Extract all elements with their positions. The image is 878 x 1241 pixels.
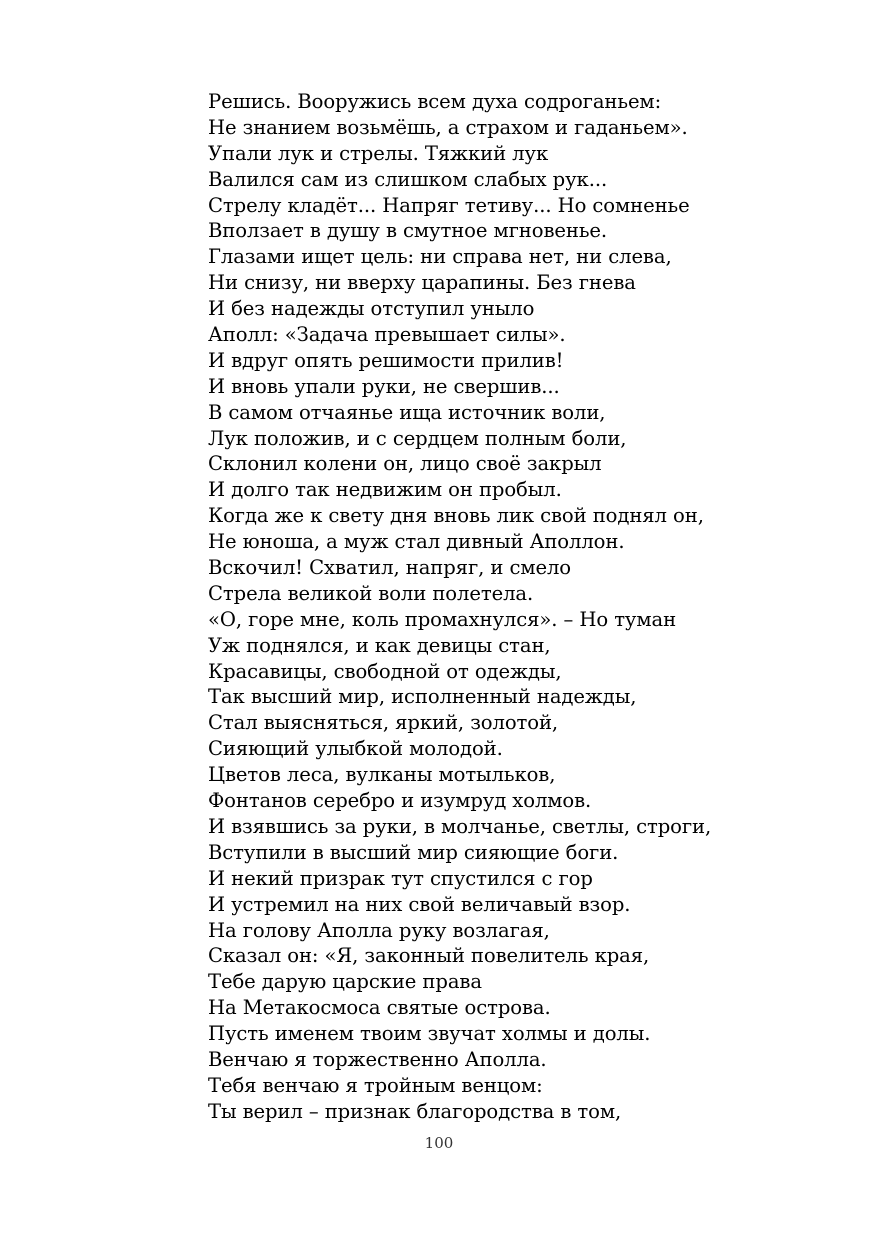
poem-line: Тебя венчаю я тройным венцом: <box>208 1073 543 1097</box>
poem-line: Вскочил! Схватил, напряг, и смело <box>208 556 572 580</box>
poem-line: И взявшись за руки, в молчанье, светлы, строги, <box>208 814 712 838</box>
poem-line: Валился сам из слишком слабых рук... <box>208 167 608 191</box>
poem-line: Красавицы, свободной от одежды, <box>208 659 562 683</box>
poem-line: На Метакосмоса святые острова. <box>208 996 551 1020</box>
page-number: 100 <box>424 1134 454 1152</box>
poem-line: Тебе дарую царские права <box>208 970 482 994</box>
poem-line: И без надежды отступил уныло <box>208 297 535 321</box>
poem-line: На голову Аполла руку возлагая, <box>208 918 550 942</box>
poem-line: Уж поднялся, и как девицы стан, <box>208 633 551 657</box>
poem-line: В самом отчаянье ища источник воли, <box>208 400 606 424</box>
poem-line: Не знанием возьмёшь, а страхом и гаданьем». <box>208 115 688 139</box>
poem-line: Фонтанов серебро и изумруд холмов. <box>208 789 592 813</box>
poem-line: Аполл: «Задача превышает силы». <box>208 323 566 347</box>
poem-line: Глазами ищет цель: ни справа нет, ни слева, <box>208 245 672 269</box>
poem-text <box>208 89 768 1125</box>
poem-line: И вдруг опять решимости прилив! <box>208 348 564 372</box>
poem-line: И некий призрак тут спустился с гор <box>208 866 593 890</box>
poem-line: Ты верил – признак благородства в том, <box>208 1099 622 1123</box>
poem-line: Цветов леса, вулканы мотыльков, <box>208 763 556 787</box>
poem-line: Стрела великой воли полетела. <box>208 581 534 605</box>
poem-line: Венчаю я торжественно Аполла. <box>208 1047 547 1071</box>
poem-line: Ни снизу, ни вверху царапины. Без гнева <box>208 271 636 295</box>
poem-line: Склонил колени он, лицо своё закрыл <box>208 452 602 476</box>
poem-line: И долго так недвижим он пробыл. <box>208 478 562 502</box>
poem-line: Стал выясняться, яркий, золотой, <box>208 711 559 735</box>
poem-line: Решись. Вооружись всем духа содроганьем: <box>208 90 662 113</box>
poem-line: Вступили в высший мир сияющие боги. <box>208 840 619 864</box>
poem-line: Так высший мир, исполненный надежды, <box>208 685 637 709</box>
poem-line: Пусть именем твоим звучат холмы и долы. <box>208 1022 651 1046</box>
poem-line: Упали лук и стрелы. Тяжкий лук <box>208 141 549 165</box>
poem-line: И устремил на них свой величавый взор. <box>208 892 631 916</box>
poem-line: Лук положив, и с сердцем полным боли, <box>208 426 627 450</box>
poem-line: Стрелу кладёт... Напряг тетиву... Но сомненье <box>208 193 690 217</box>
poem-line: Сияющий улыбкой молодой. <box>208 737 503 761</box>
poem-line: И вновь упали руки, не свершив... <box>208 374 560 398</box>
poem-line: Не юноша, а муж стал дивный Аполлон. <box>208 530 625 554</box>
poem-line: «О, горе мне, коль промахнулся». – Но туман <box>208 607 677 631</box>
poem-line: Сказал он: «Я, законный повелитель края, <box>208 944 650 968</box>
poem-line: Когда же к свету дня вновь лик свой поднял он, <box>208 504 704 528</box>
poem-line: Вползает в душу в смутное мгновенье. <box>208 219 608 243</box>
